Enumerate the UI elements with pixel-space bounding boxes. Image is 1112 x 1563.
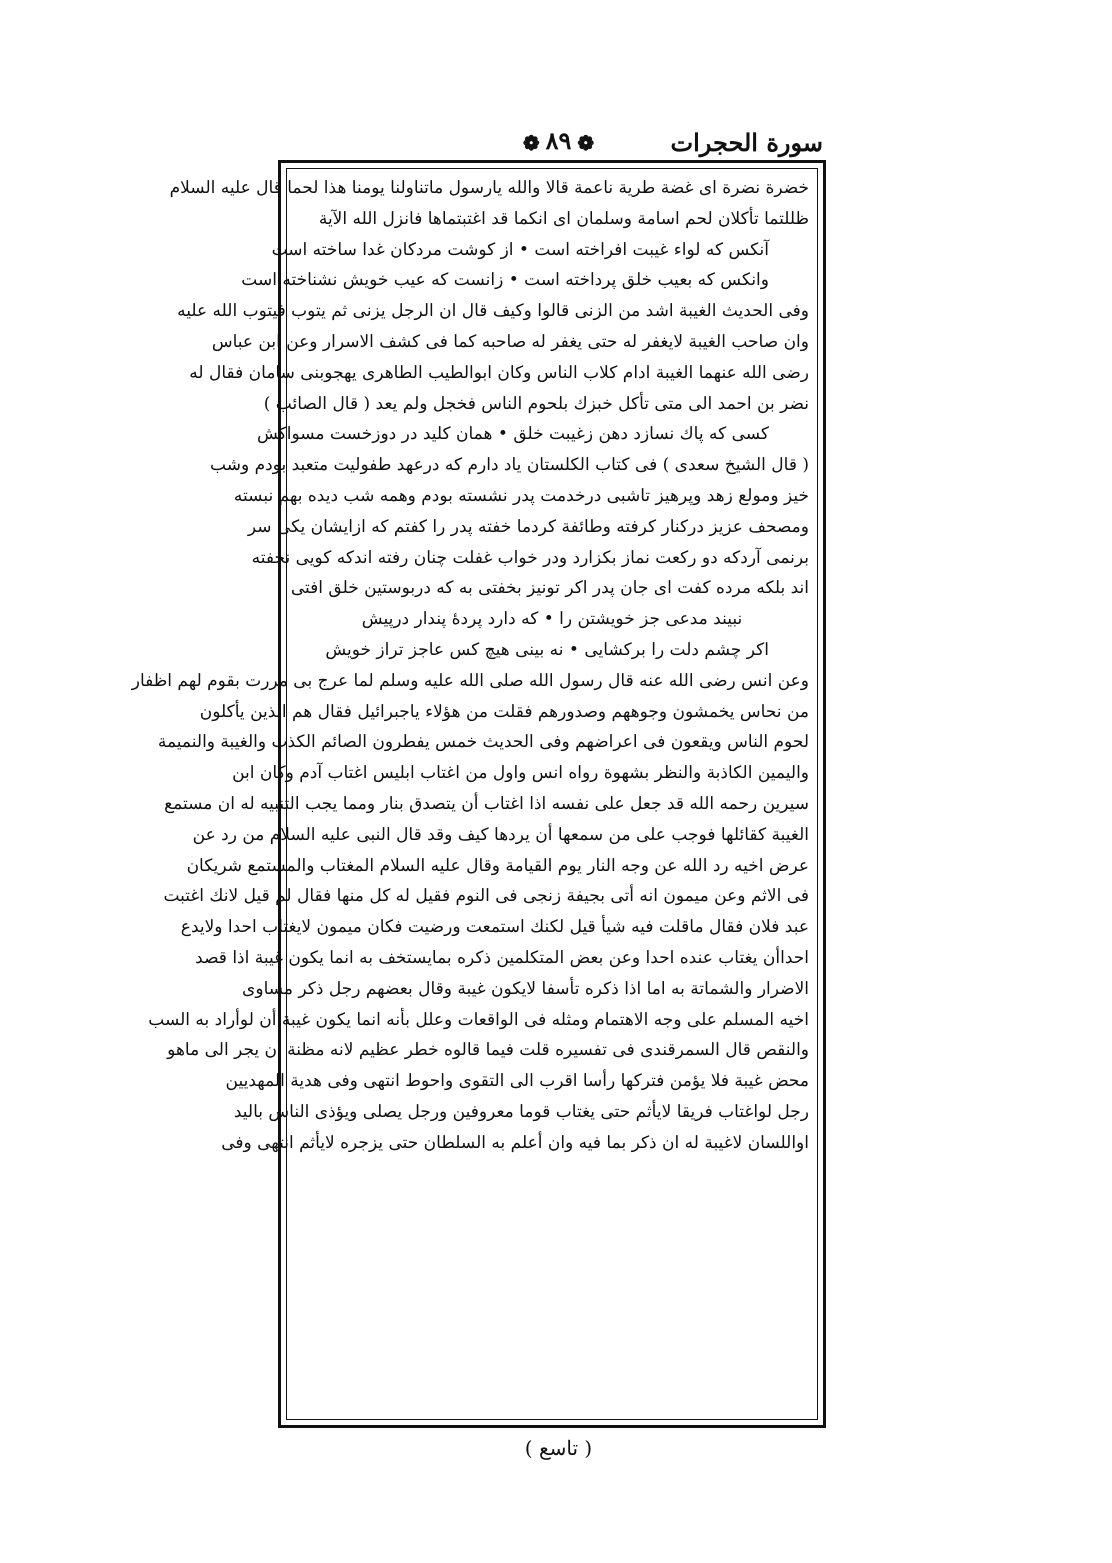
verse-line: آنكس كه لواء غيبت افراخته است • از كوشت مردكان غدا ساخته است	[271, 239, 769, 260]
verse-line: كسى كه پاك نسازد دهن زغيبت خلق • همان كليد در دوزخست مسواكش	[256, 424, 769, 445]
verse-line: وانكس كه بعيب خلق پرداخته است • زانست كه عيب خويش نشناخته است	[241, 270, 769, 291]
verse-line: اكر چشم دلت را بركشايى • نه بينى هيچ كس عاجز تراز خويش	[325, 639, 769, 660]
text-line: عرض اخيه رد الله عن وجه النار يوم القيامة وقال عليه السلام المغتاب والمستمع شريكان	[186, 855, 809, 876]
text-line: اخيه المسلم على وجه الاهتمام ومثله فى الواقعات وعلل بأنه انما يكون غيبة أن لوأراد به السب	[148, 1009, 809, 1030]
text-line: ظللتما تأكلان لحم اسامة وسلمان اى انكما قد اغتبتماها فانزل الله الآية	[318, 208, 809, 229]
signature-mark: ( تاسع )	[524, 1436, 593, 1460]
text-line: برنمى آردكه دو ركعت نماز بكزارد ودر خواب غفلت چنان رفته اندكه كويى نخفته	[251, 547, 809, 568]
page-number: ٨٩	[545, 126, 572, 155]
left-ornament-icon: ❁	[522, 130, 540, 155]
text-line: واليمين الكاذبة والنظر بشهوة رواه انس واول من اغتاب ابليس اغتاب آدم وكان ابن	[232, 763, 809, 784]
text-line: من نحاس يخمشون وجوههم وصدورهم فقلت من هؤلاء ياجبرائيل فقال هم الذين يأكلون	[199, 701, 809, 722]
page-number-block	[286, 126, 831, 155]
text-line: فى الاثم وعن ميمون انه أتى بجيفة زنجى فى النوم فقيل له كل منها فقال لم قيل لانك اغتبت	[163, 886, 809, 907]
text-line: وان صاحب الغيبة لايغفر له حتى يغفر له صاحبه كما فى كشف الاسرار وعن ابن عباس	[211, 331, 809, 352]
text-line: نضر بن احمد الى متى تأكل خبزك بلحوم الناس فخجل ولم يعد ( قال الصائب )	[263, 393, 809, 414]
text-line: ( قال الشيخ سعدى ) فى كتاب الكلستان ياد دارم كه درعهد طفوليت متعبد بودم وشب	[210, 455, 809, 476]
text-line: خيز ومولع زهد وپرهيز تاشبى درخدمت پدر نشسته بودم وهمه شب ديده بهم نبسته	[233, 485, 809, 506]
text-line: عبد فلان فقال ماقلت فيه شيأ قيل لكنك استمعت ورضيت فكان ميمون لايغتاب احدا ولايدع	[180, 917, 809, 938]
text-line: ومصحف عزيز دركنار كرفته وطائفة كردما خفته پدر را كفتم كه ازايشان يكى سر	[247, 516, 809, 537]
text-frame	[131, 160, 826, 1428]
text-line: لحوم الناس ويقعون فى اعراضهم وفى الحديث خمس يفطرون الصائم الكذب والغيبة والنميمة	[157, 732, 809, 753]
text-line: الاضرار والشماتة به اما اذا ذكره تأسفا لايكون غيبة وقال بعضهم رجل ذكر مساوى	[242, 978, 809, 999]
text-line: والنقص قال السمرقندى فى تفسيره قلت فيما قالوه خطر عظيم لانه مظنة أن يجر الى ماهو	[167, 1040, 809, 1061]
text-body	[131, 173, 809, 1159]
page-header	[286, 126, 831, 162]
text-line: سيرين رحمه الله قد جعل على نفسه اذا اغتاب أن يتصدق بنار ومما يجب التنبيه له ان مستمع	[164, 793, 809, 814]
text-line: محض غيبة فلا يؤمن فتركها رأسا اقرب الى التقوى واحوط انتهى وفى هدية المهديين	[225, 1071, 809, 1092]
text-line: وفى الحديث الغيبة اشد من الزنى قالوا وكيف قال ان الرجل يزنى ثم يتوب فيتوب الله عليه	[177, 301, 809, 322]
text-line: رضى الله عنهما الغيبة ادام كلاب الناس وكان ابوالطيب الطاهرى يهجوبنى سامان فقال له	[189, 362, 809, 383]
text-line: احداأن يغتاب عنده احدا وعن بعض المتكلمين ذكره بمايستخف به انما يكون غيبة اذا قصد	[195, 947, 809, 968]
text-line: خضرة نضرة اى غضة طرية ناعمة قالا والله يارسول ماتناولنا يومنا هذا لحما قال عليه السلام	[169, 178, 809, 198]
right-ornament-icon: ❁	[577, 130, 595, 155]
surah-title: سورة الحجرات	[670, 128, 823, 157]
text-line: رجل لواغتاب فريقا لايأثم حتى يغتاب قوما معروفين ورجل يصلى ويؤذى الناس باليد	[233, 1101, 809, 1122]
text-line: الغيبة كقائلها فوجب على من سمعها أن يردها كيف وقد قال النبى عليه السلام من رد عن	[192, 824, 809, 845]
text-line: اند بلكه مرده كفت اى جان پدر اكر تونيز بخفتى به كه دربوستين خلق افتى	[290, 578, 809, 599]
verse-line: نبيند مدعى جز خويشتن را • كه دارد پردهٔ پندار درپيش	[361, 609, 743, 630]
text-line: وعن انس رضى الله عنه قال رسول الله صلى الله عليه وسلم لما عرج بى مررت بقوم لهم اظفار	[131, 670, 809, 691]
text-line: اواللسان لاغيبة له ان ذكر بما فيه وان أعلم به السلطان حتى يزجره لايأثم انتهى وفى	[221, 1132, 809, 1153]
